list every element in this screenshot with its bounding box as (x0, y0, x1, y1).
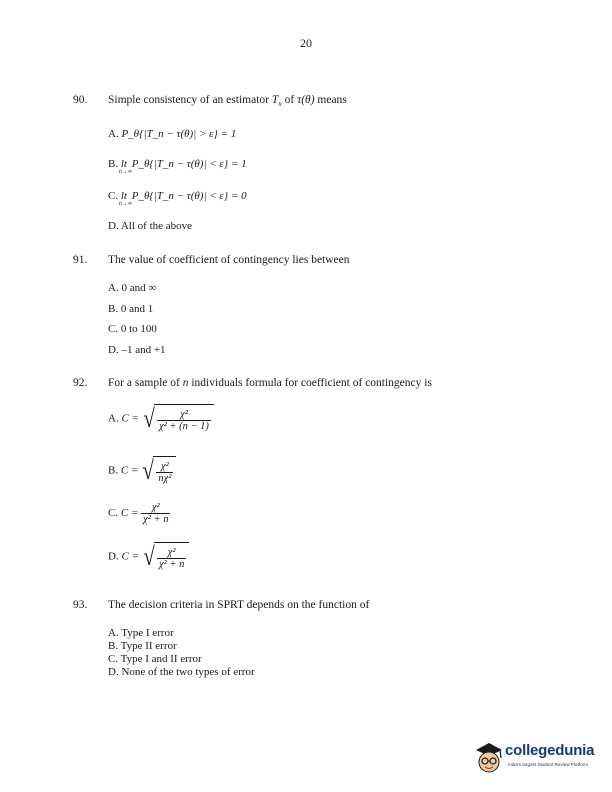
q93-option-list (108, 627, 255, 679)
q92-option-a: A. C = √ $\frac{\text{χ²}}{\text{χ² + (n − 1)}}$ (108, 404, 214, 434)
q91-option-d: D. –1 and +1 (108, 344, 166, 356)
q90-text-pre: Simple consistency of an estimator (108, 94, 269, 106)
collegedunia-logo-tagline: India's largest Student Review Platform (508, 762, 589, 767)
q91-option-c: C. 0 to 100 (108, 323, 157, 335)
q92-option-d-radical: √ $\frac{\text{χ²}}{\text{χ² + n}}$ (142, 542, 190, 572)
q90-option-b-limit: lt n→∞ (118, 158, 133, 175)
q92-option-a-radical: √ $\frac{\text{χ²}}{\text{χ² + (n − 1)}}$ (142, 404, 214, 434)
question-92-number: 92. (73, 377, 88, 389)
q92-option-c-fraction: $\frac{\text{χ²}}{\text{χ² + n}}$ (143, 502, 169, 525)
q92-option-c: C. C = $\frac{\text{χ²}}{\text{χ² + n}}$ (108, 502, 169, 525)
q90-option-b-expr: P_θ{|T_n − τ(θ)| < ε} = 1 (131, 158, 247, 170)
q90-text-mid: of (284, 94, 295, 106)
q90-option-c-expr: P_θ{|T_n − τ(θ)| < ε} = 0 (131, 190, 247, 202)
q90-option-a-expr: P_θ{|T_n − τ(θ)| > ε} = 1 (121, 128, 237, 140)
q93-option-a: A. Type I error (108, 627, 174, 639)
q93-option-b: B. Type II error (108, 640, 177, 652)
q92-option-b-radical: √ $\frac{\text{χ²}}{\text{nχ²}}$ (141, 456, 176, 486)
q90-option-c: C. lt n→∞ P_θ{|T_n − τ(θ)| < ε} = 0 (108, 190, 247, 207)
question-93-text: The decision criteria in SPRT depends on the function of (108, 599, 370, 611)
collegedunia-logo-wordmark: collegedunia (505, 742, 595, 759)
q92-option-b: B. C = √ $\frac{\text{χ²}}{\text{nχ²}}$ (108, 456, 176, 486)
question-92-text: For a sample of n individuals formula for coefficient of contingency is (108, 377, 432, 389)
question-91-number: 91. (73, 254, 88, 266)
q90-option-d-text: All of the above (120, 220, 193, 232)
q92-option-d: D. C = √ $\frac{\text{χ²}}{\text{χ² + n}}$ (108, 542, 189, 572)
q90-tau-symbol: τ(θ) (297, 94, 315, 106)
q92-n-symbol: n (182, 377, 189, 389)
page-number: 20 (300, 36, 312, 50)
q90-option-d: D. All of the above (108, 220, 193, 232)
question-90-text (108, 94, 347, 108)
question-91-text: The value of coefficient of contingency lies between (108, 254, 350, 266)
q93-option-d: D. None of the two types of error (108, 666, 255, 678)
question-90-number: 90. (73, 94, 88, 106)
q93-option-c: C. Type I and II error (108, 653, 202, 665)
q90-option-a: A. P_θ{|T_n − τ(θ)| > ε} = 1 (108, 128, 237, 140)
q90-text-post: means (317, 94, 347, 106)
q91-option-b: B. 0 and 1 (108, 303, 154, 315)
q90-option-c-limit: lt n→∞ (118, 190, 133, 207)
q90-option-b: B. lt n→∞ P_θ{|T_n − τ(θ)| < ε} = 1 (108, 158, 247, 175)
question-93-number: 93. (73, 599, 88, 611)
collegedunia-mascot-icon (472, 738, 506, 778)
q91-option-a: A. 0 and ∞ (108, 282, 157, 294)
q90-estimator-symbol: $T_n$ (271, 94, 282, 108)
